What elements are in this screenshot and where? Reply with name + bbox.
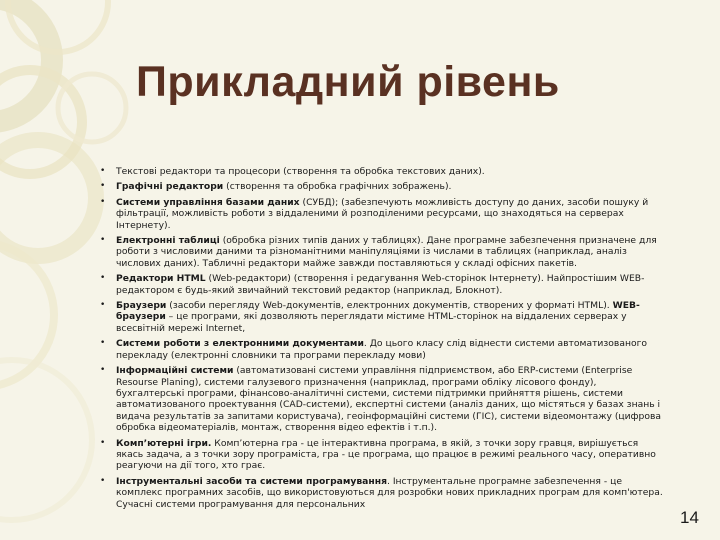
list-item bbox=[98, 181, 664, 192]
bullet-icon: • bbox=[100, 196, 106, 207]
bullet-icon: • bbox=[100, 300, 106, 311]
item-text-secondary: – це програми, які дозволяють переглядати містиме HTML-сторінок на віддалених серверах у всесвітній мережі Internet, bbox=[116, 311, 627, 334]
list-item bbox=[98, 338, 664, 361]
bullet-icon: • bbox=[100, 235, 106, 246]
list-item bbox=[98, 273, 664, 296]
item-text: (Web-редактори) (створення і редагування Web-сторінок Інтернету). Найпростішим WEB-редактором є будь-який звичайний текстовий редактор (наприклад, Блокнот). bbox=[116, 273, 645, 296]
item-text: . Інструментальне програмне забезпечення - це комплекс програмних засобів, що використовуються для розробки нових прикладних програм для комп'ютера. Сучасні системи програмування для персональних bbox=[116, 475, 663, 510]
item-text: (засоби перегляду Web-документів, електронних документів, створених у форматі HTML). bbox=[166, 300, 613, 312]
item-text: Текстові редактори та процесори (створення та обробка текстових даних). bbox=[116, 166, 485, 177]
item-term: Браузери bbox=[116, 300, 167, 312]
item-term: Електронні таблиці bbox=[116, 235, 220, 247]
item-term: Системи управління базами даних bbox=[116, 196, 300, 208]
list-item bbox=[98, 438, 664, 472]
bullet-list-container bbox=[98, 166, 664, 514]
item-term: Системи роботи з електронними документами bbox=[116, 338, 364, 350]
list-item bbox=[98, 365, 664, 433]
bullet-list bbox=[98, 166, 664, 510]
item-text: (обробка різних типів даних у таблицях). Дане програмне забезпечення призначене для роботи з числовими даними та різноманітними маніпуляціями із числами в таблицях (наприклад, аналіз числових даних). Табличні редактори майже завжди поставляються у складі офісних пакетів. bbox=[116, 235, 657, 269]
bullet-icon: • bbox=[100, 365, 106, 376]
item-text: (СУБД); (забезпечують можливість доступу до даних, засоби пошуку й фільтрації, можливість роботи з віддаленими й розподіленими ресурсами, що знаходяться на серверах Інтернету). bbox=[116, 196, 649, 231]
item-text: (створення та обробка графічних зображень). bbox=[223, 181, 452, 193]
list-item bbox=[98, 300, 664, 334]
item-term: Графічні редактори bbox=[116, 181, 224, 193]
page-number: 14 bbox=[680, 508, 699, 527]
list-item bbox=[98, 197, 664, 231]
list-item bbox=[98, 235, 664, 269]
bullet-icon: • bbox=[100, 181, 106, 192]
bullet-icon: • bbox=[100, 338, 106, 349]
bullet-icon: • bbox=[100, 437, 106, 448]
bullet-icon: • bbox=[100, 166, 106, 176]
item-term: Редактори HTML bbox=[116, 273, 206, 285]
bullet-icon: • bbox=[100, 273, 106, 284]
slide-title: Прикладний рівень bbox=[136, 58, 560, 106]
item-term: Інструментальні засоби та системи програмування bbox=[116, 475, 387, 487]
item-text: Комп’ютерна гра - це інтерактивна програма, в якій, з точки зору гравця, вирішується якась задача, а з точки зору програміста, гра - це програма, що працює в режимі реального часу, оперативно реагуючи на дії того, хто грає. bbox=[116, 437, 656, 472]
item-term: Комп’ютерні ігри. bbox=[116, 437, 212, 449]
bullet-icon: • bbox=[100, 475, 106, 486]
item-term: Інформаційні системи bbox=[116, 365, 234, 377]
list-item bbox=[98, 476, 664, 510]
item-term-secondary: WEB-браузери bbox=[116, 300, 640, 323]
list-item bbox=[98, 166, 664, 177]
item-text: . До цього класу слід віднести системи автоматизованого перекладу (електронні словники та програми перекладу мови) bbox=[116, 338, 648, 361]
item-text: (автоматизовані системи управління підприємством, або ERP-системи (Enterprise Resourse Planing), системи галузевого призначення (наприклад, програми обліку лісового фонду), бухгалтерські програми, фінансово-аналітичні системи, системи підтримки прийняття рішень, системи автоматизованого проектування (CAD-системи), експертні системи (аналіз даних, що містяться у базах знань і видача результатів за запитами користувача), геоінформаційні системи (ГІС), системи відеомонтажу (цифрова обробка відеоматеріалів, монтаж, створення відео ефектів і т.п.). bbox=[116, 365, 661, 434]
